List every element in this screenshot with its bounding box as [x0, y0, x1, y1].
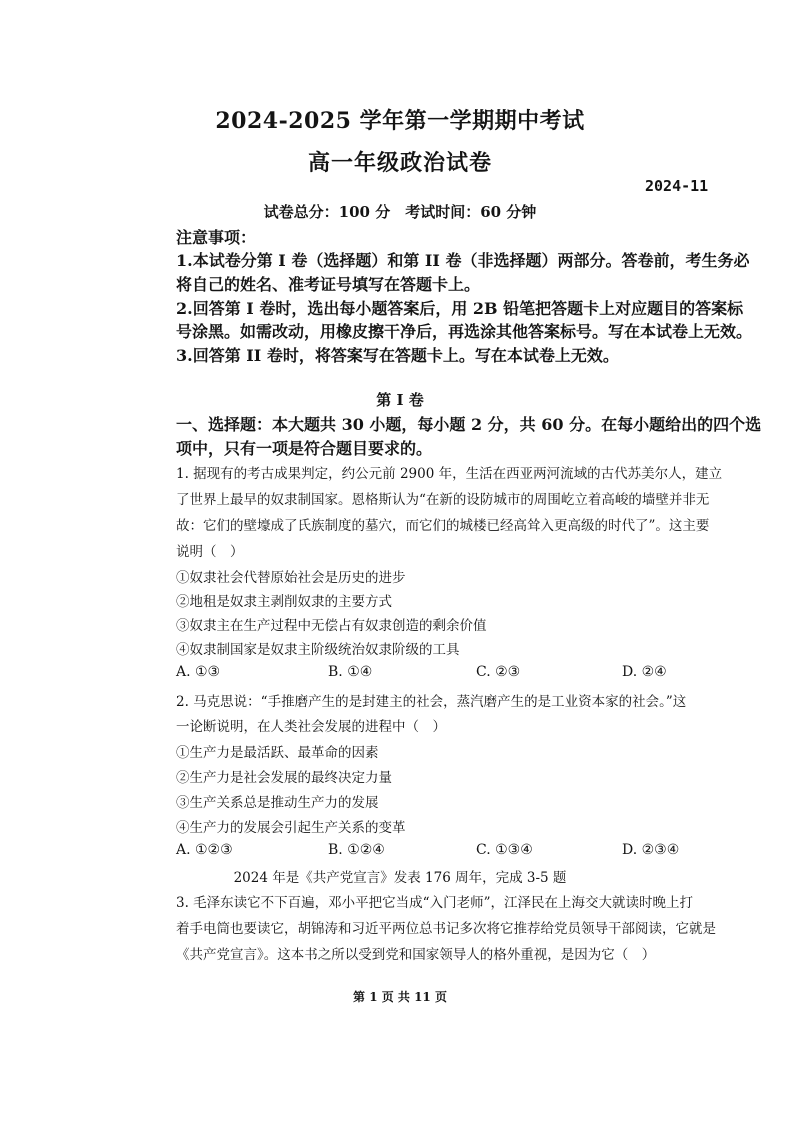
exam-title: 2024-2025 学年第一学期期中考试 [215, 108, 585, 134]
notice-item-2-cont: 号涂黑。如需改动，用橡皮擦干净后，再选涂其他答案标号。写在本试卷上无效。 [176, 322, 753, 341]
question-2-option: ③生产关系总是推动生产力的发展 [176, 795, 379, 811]
question-2-stem-cont: 一论断说明，在人类社会发展的进程中（ ） [176, 719, 446, 735]
questions-3-5-intro: 2024 年是《共产党宣言》发表 176 周年，完成 3-5 题 [233, 870, 567, 886]
question-2-choice-b: B. ①②④ [328, 842, 385, 858]
exam-date: 2024-11 [645, 177, 709, 195]
notice-item-2: 2.回答第 I 卷时，选出每小题答案后，用 2B 铅笔把答题卡上对应题目的答案标 [176, 299, 744, 318]
question-3-stem-cont: 《共产党宣言》。这本书之所以受到党和国家领导人的格外重视，是因为它（ ） [176, 947, 656, 963]
part-1-heading: 第 I 卷 [376, 391, 424, 409]
question-1-stem: 1. 据现有的考古成果判定，约公元前 2900 年，生活在西亚两河流域的古代苏美尔人，建立 [176, 466, 723, 482]
question-1-stem-cont: 了世界上最早的奴隶制国家。恩格斯认为“在新的设防城市的周围屹立着高峻的墙壁并非无 [176, 492, 710, 508]
question-2-option: ①生产力是最活跃、最革命的因素 [176, 745, 379, 761]
question-2-choice-d: D. ②③④ [622, 842, 680, 858]
notice-item-1: 1.本试卷分第 I 卷（选择题）和第 II 卷（非选择题）两部分。答卷前，考生务必 [176, 251, 750, 270]
notice-heading: 注意事项： [176, 228, 257, 247]
question-1-choice-d: D. ②④ [622, 664, 667, 680]
question-1-stem-cont: 故：它们的壁壕成了氏族制度的墓穴，而它们的城楼已经高耸入更高级的时代了”。这主要 [176, 518, 710, 534]
question-1-option: ③奴隶主在生产过程中无偿占有奴隶创造的剩余价值 [176, 618, 487, 634]
question-1-choice-b: B. ①④ [328, 664, 373, 680]
notice-item-1-cont: 将自己的姓名、准考证号填写在答题卡上。 [176, 275, 481, 294]
page-footer: 第 1 页 共 11 页 [353, 990, 447, 1004]
exam-meta: 试卷总分：100 分 考试时间：60 分钟 [263, 203, 537, 221]
question-1-option: ④奴隶制国家是奴隶主阶级统治奴隶阶级的工具 [176, 642, 460, 658]
section-1-instructions: 一、选择题：本大题共 30 小题，每小题 2 分，共 60 分。在每小题给出的四个选 [176, 415, 762, 434]
notice-item-3: 3.回答第 II 卷时，将答案写在答题卡上。写在本试卷上无效。 [176, 346, 619, 365]
question-3-stem-cont: 着手电筒也要读它，胡锦涛和习近平两位总书记多次将它推荐给党员领导干部阅读，它就是 [176, 921, 716, 937]
question-2-stem: 2. 马克思说：“手推磨产生的是封建主的社会，蒸汽磨产生的是工业资本家的社会。”这 [176, 694, 687, 710]
question-1-choice-c: C. ②③ [476, 664, 521, 680]
question-1-choice-a: A. ①③ [176, 664, 221, 680]
question-2-choice-a: A. ①②③ [176, 842, 233, 858]
question-2-option: ②生产力是社会发展的最终决定力量 [176, 770, 392, 786]
question-2-choice-c: C. ①③④ [476, 842, 533, 858]
exam-subtitle: 高一年级政治试卷 [307, 150, 492, 176]
question-1-stem-cont: 说明（ ） [176, 544, 244, 560]
section-1-instructions-cont: 项中，只有一项是符合题目要求的。 [176, 439, 433, 458]
question-1-option: ②地租是奴隶主剥削奴隶的主要方式 [176, 594, 392, 610]
question-1-option: ①奴隶社会代替原始社会是历史的进步 [176, 570, 406, 586]
question-2-option: ④生产力的发展会引起生产关系的变革 [176, 820, 406, 836]
question-3-stem: 3. 毛泽东读它不下百遍，邓小平把它当成“入门老师”，江泽民在上海交大就读时晚上打 [176, 895, 693, 911]
